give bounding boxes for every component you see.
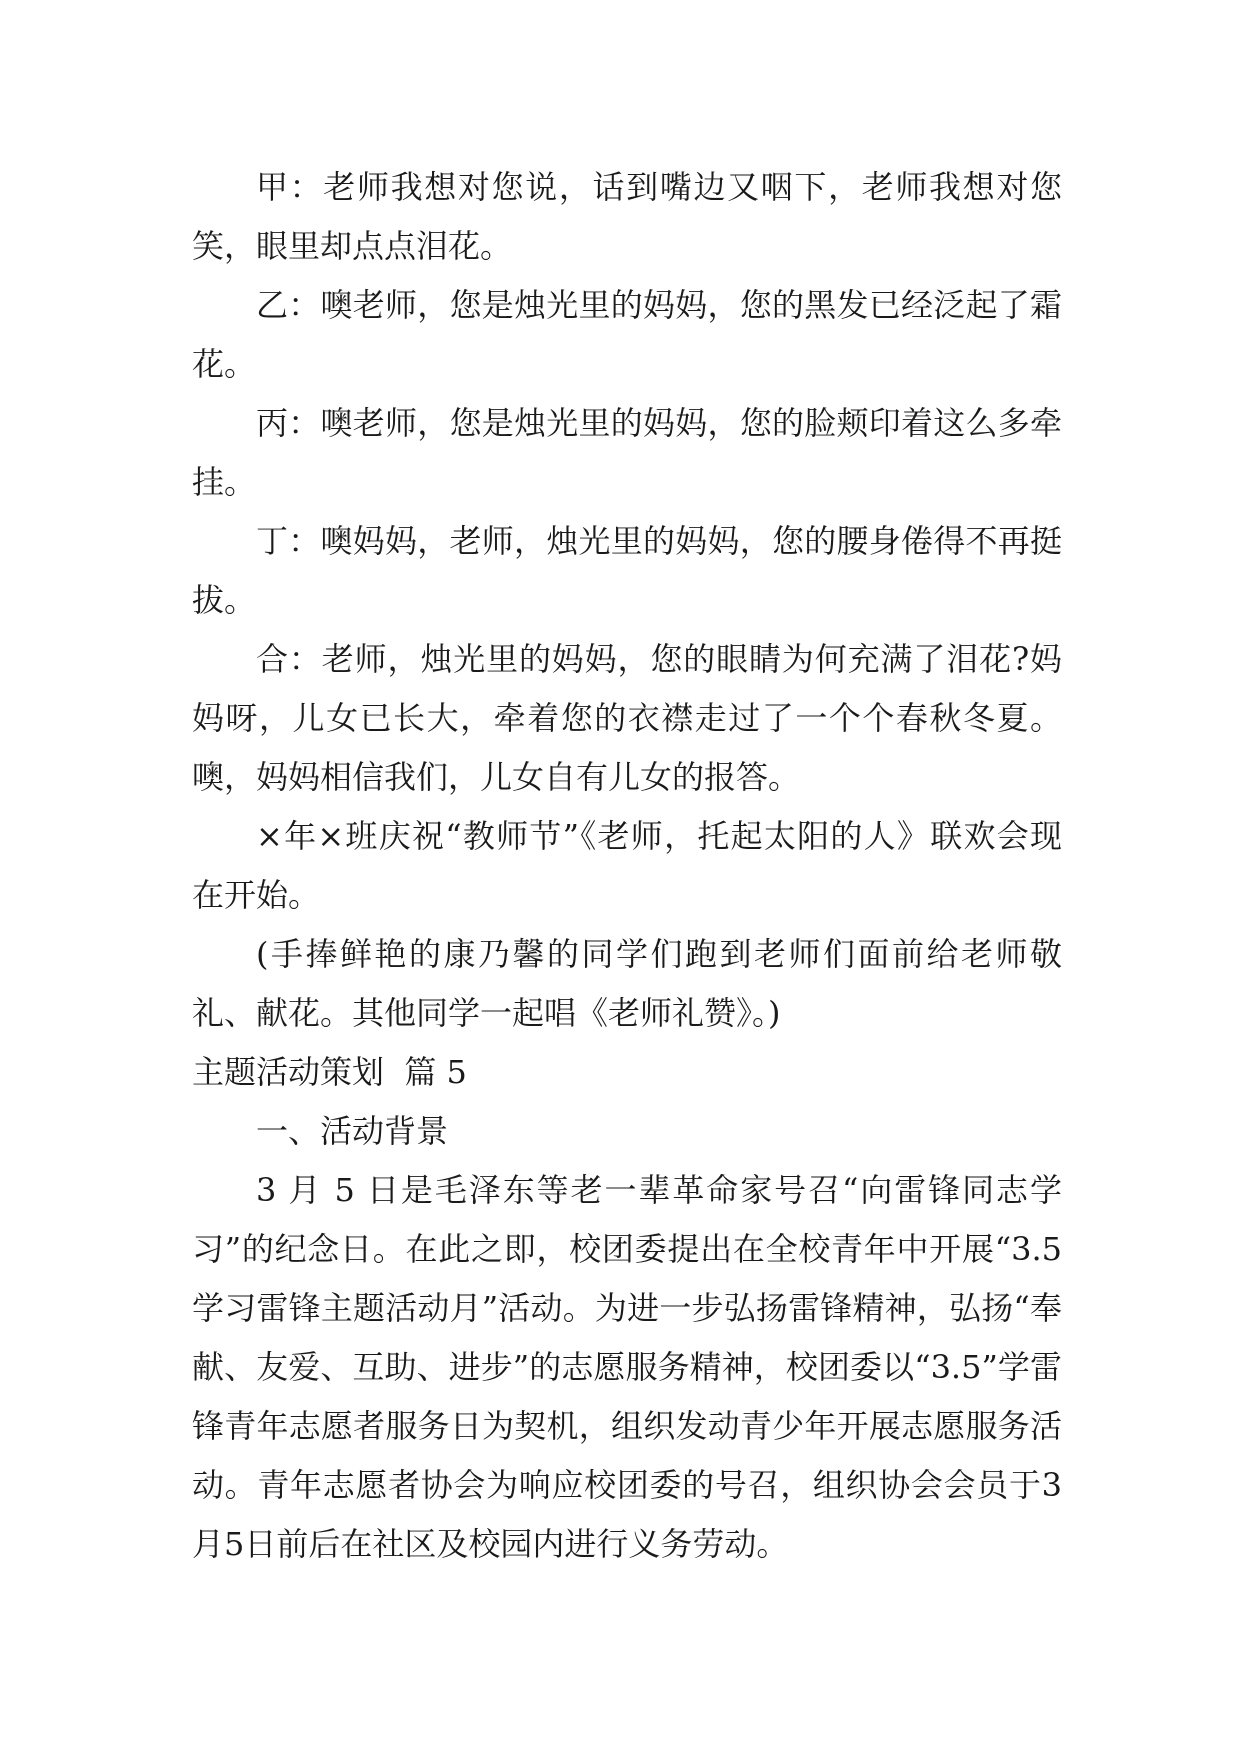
paragraph-opening: ×年×班庆祝“教师节”《老师，托起太阳的人》联欢会现在开始。 (192, 817, 1062, 914)
paragraph-yi: 乙：噢老师，您是烛光里的妈妈，您的黑发已经泛起了霜花。 (192, 286, 1062, 383)
document-body (192, 158, 1062, 1574)
paragraph-bing: 丙：噢老师，您是烛光里的妈妈，您的脸颊印着这么多牵挂。 (192, 404, 1062, 501)
paragraph-ding: 丁：噢妈妈，老师，烛光里的妈妈，您的腰身倦得不再挺拔。 (192, 522, 1062, 619)
subheading-background: 一、活动背景 (256, 1112, 449, 1150)
paragraph-he: 合：老师，烛光里的妈妈，您的眼睛为何充满了泪花?妈妈呀，儿女已长大，牵着您的衣襟走过了一个个春秋冬夏。噢，妈妈相信我们，儿女自有儿女的报答。 (192, 640, 1062, 796)
paragraph-stage-direction: (手捧鲜艳的康乃馨的同学们跑到老师们面前给老师敬礼、献花。其他同学一起唱《老师礼赞》。) (192, 935, 1062, 1032)
paragraph-background: 3 月 5 日是毛泽东等老一辈革命家号召“向雷锋同志学习”的纪念日。在此之即，校团委提出在全校青年中开展“3.5 学习雷锋主题活动月”活动。为进一步弘扬雷锋精神，弘扬“奉献、友爱、互助、进步”的志愿服务精神，校团委以“3.5”学雷锋青年志愿者服务日为契机，组织发动青少年开展志愿服务活动。青年志愿者协会为响应校团委的号召，组织协会会员于3月5日前后在社区及校园内进行义务劳动。 (192, 1171, 1062, 1563)
section-heading: 主题活动策划 篇 5 (192, 1053, 467, 1091)
paragraph-jia: 甲：老师我想对您说，话到嘴边又咽下，老师我想对您笑，眼里却点点泪花。 (192, 168, 1062, 265)
